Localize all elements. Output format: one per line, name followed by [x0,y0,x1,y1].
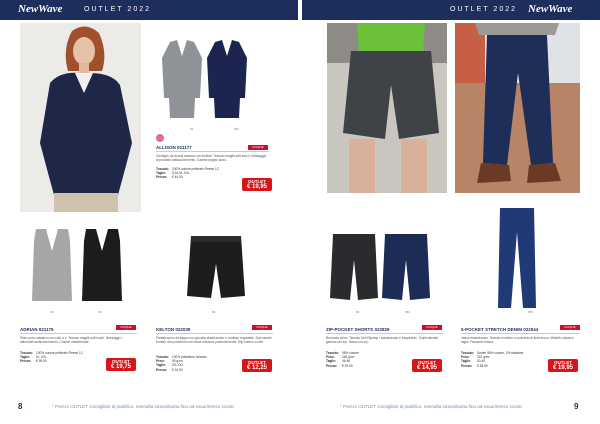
cardigan-grey-photo [162,38,202,120]
product-title: ZIP-POCKET SHORTS 022829 [326,327,390,332]
shorts-model-photo [327,23,447,193]
product-specs: Tessuto: 98% cotone Peso: 265 g/m² Taglie: 46-56 Prezzo: € 29,90 [326,351,359,368]
code-allison-2: 580 [234,127,240,131]
code-zip-2: 580 [405,310,411,314]
zip-shorts-navy-photo [382,232,430,302]
outlet-price-badge: OUTLET € 12,25 [242,359,272,372]
product-specs: Tessuto: Denim 98% cotone, 2% elastane Peso: 331 g/m² Taglie: 30-40 Prezzo: € 38,50 [461,351,524,368]
product-description: Cardigan da donna classico con bottoni. Tessuto maglia soft touch, finissaggio di prodotto antiscolorimento. Cadrea doppio pizzo. [156,154,267,162]
divider [156,333,273,334]
outlet-price-badge: OUTLET € 19,75 [106,358,136,371]
denim-jeans-photo [497,206,537,310]
brand-logo: CLIQUE [248,145,268,150]
product-description: Pantaloncino da bagno con girovita elasticizzato e coulisse regolabile. Due tasche frontali, due posteriori con tasca chiusura posteriormente. Slip interno a rete. [156,336,272,344]
code-denim: 580 [528,310,534,314]
code-adrian-1: 95 [50,310,54,314]
women-icon [156,134,164,142]
vest-black-photo [80,227,124,303]
product-specs: Tessuto: 100% poliestere riciclato Peso: 95 g/m² Taglie: XS-XXL Prezzo: € 24,50 [156,355,207,372]
product-description: Bermuda chino. Tessuto Drill Ripstop / elasticizzato e traspirante. Giulia laterale gamba con zip. Tasca con zip. [326,336,439,344]
outlet-price-badge: OUTLET € 19,95 [242,178,272,191]
outlet-title-right: OUTLET 2022 [450,6,518,13]
code-adrian-2: 99 [98,310,102,314]
divider [326,333,443,334]
outlet-title-left: OUTLET 2022 [84,6,152,13]
swim-shorts-photo [187,234,245,302]
product-title: KELTON 022039 [156,327,191,332]
divider [156,151,269,152]
woman-photo [20,23,141,212]
page-number-right: 9 [574,402,579,411]
brand-logo: CLIQUE [116,325,136,330]
cardigan-navy-photo [207,38,247,120]
footer-note-left: * Prezzo OUTLET consigliato al pubblico. Svendita straordinaria fino ad esaurimento scorte. [52,404,236,409]
jeans-model-photo [455,23,580,193]
code-kelton: 99 [212,310,216,314]
product-description: Gilet uomo classico con collo a V. Tessuto maglia soft touch, finissaggio / ablucotati antiscolorimento. Costine elasticizzate. [20,336,123,344]
outlet-price-badge: OUTLET € 19,95 [548,359,578,372]
brand-logo-left: NewWave [18,3,63,15]
divider [461,333,580,334]
product-specs: Tessuto: 100% cotone pettinato Fleece 12 Taglie: S-M-XL-XXL Prezzo: € 44,50 [156,167,219,180]
vest-grey-photo [30,227,74,303]
product-title: 5-POCKET STRETCH DENIM 022044 [461,327,539,332]
code-allison-1: 96 [190,127,194,131]
divider [20,333,137,334]
brand-logo-right: NewWave [528,3,573,15]
product-title: ADRIAN 021175 [20,327,54,332]
product-specs: Tessuto: 100% cotone pettinato Fleece 12 Taglie: XL-XXL Prezzo: € 39,50 [20,351,83,364]
product-description: Jeans elasticizzato. Tessuto morbido a contrasto di tinta fuoco. Modello classico taglio. Passanti cintura. [461,336,574,344]
outlet-price-badge: OUTLET € 14,95 [412,359,442,372]
zip-shorts-black-photo [330,232,378,302]
brand-logo: CLIQUE [422,325,442,330]
product-title: ALLISON 021177 [156,145,192,150]
page-number-left: 8 [18,402,23,411]
footer-note-right: * Prezzo OUTLET consigliato al pubblico. Svendita straordinaria fino ad esaurimento scorte. [340,404,524,409]
brand-logo: CLIQUE [560,325,580,330]
brand-logo: CLIQUE [252,325,272,330]
code-zip-1: 96 [356,310,360,314]
